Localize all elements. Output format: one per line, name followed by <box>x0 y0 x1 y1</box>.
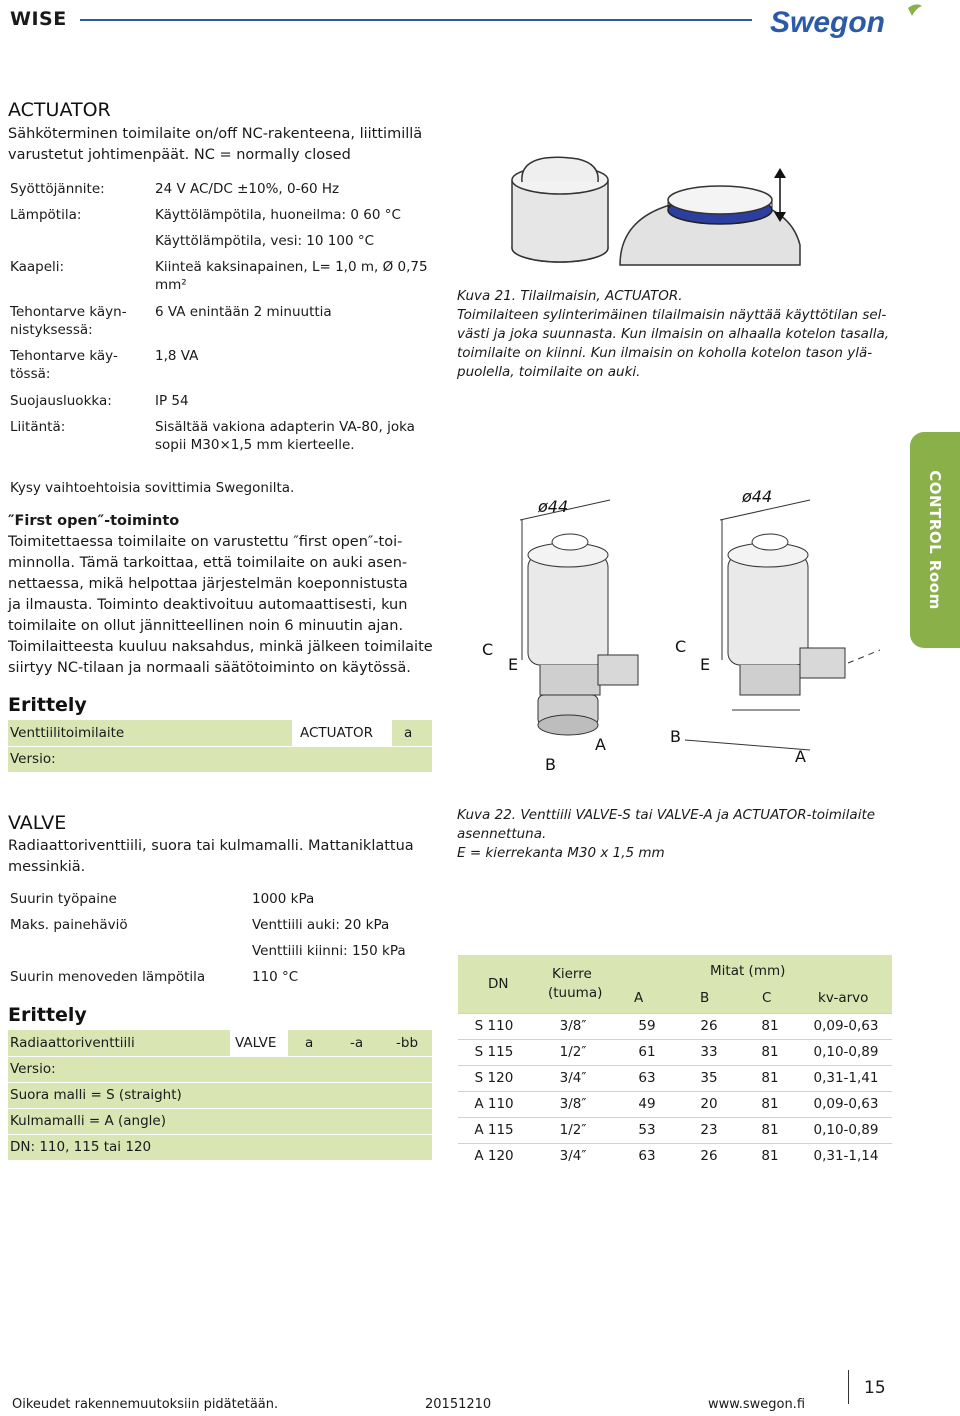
first-open-line: nettaessa, mikä helpottaa järjestelmän koeponnistusta <box>8 576 408 592</box>
actuator-erittely-code: ACTUATOR <box>300 725 373 741</box>
valve-erittely-code: VALVE <box>235 1035 277 1051</box>
dim-table-cell: 0,09-0,63 <box>813 1096 879 1112</box>
swegon-logo-text: Swegon <box>770 6 886 38</box>
dia-label-2: ø44 <box>742 487 773 506</box>
dim-table-cell: 0,31-1,14 <box>813 1148 879 1164</box>
valve-spec-value: Venttiili kiinni: 150 kPa <box>252 943 406 959</box>
dim-table-cell: A 110 <box>474 1096 514 1112</box>
spec-label: Liitäntä: <box>10 419 66 435</box>
dim-table-cell: 53 <box>638 1122 656 1138</box>
spec-label: Kaapeli: <box>10 259 65 275</box>
valve-spec-value: Venttiili auki: 20 kPa <box>252 917 390 933</box>
dim-table-cell: 26 <box>700 1148 718 1164</box>
actuator-erittely-heading: Erittely <box>8 694 87 716</box>
dim-table-cell: 0,10-0,89 <box>813 1044 879 1060</box>
dim-h-mitat: Mitat (mm) <box>710 963 786 979</box>
dim-table-cell: 23 <box>700 1122 718 1138</box>
valve-erittely-straight: Suora malli = S (straight) <box>10 1087 182 1103</box>
dim-h-b: B <box>700 990 710 1006</box>
dim-row-divider <box>458 1065 892 1066</box>
dim-table-cell: 0,10-0,89 <box>813 1122 879 1138</box>
actuator-erittely-versio: Versio: <box>10 751 56 767</box>
dim-row-divider <box>458 1091 892 1092</box>
spec-label-cont: tössä: <box>10 366 51 382</box>
valve-erittely-angle: Kulmamalli = A (angle) <box>10 1113 166 1129</box>
footer-rights: Oikeudet rakennemuutoksiin pidätetään. <box>12 1397 279 1412</box>
fig22-caption-line: Kuva 22. Venttiili VALVE-S tai VALVE-A ja ACTUATOR-toimilaite <box>457 807 876 823</box>
valve-intro-2: messinkiä. <box>8 859 86 875</box>
dim-table-cell: 35 <box>700 1070 718 1086</box>
e-label-left: E <box>508 655 519 674</box>
dim-table-cell: 61 <box>638 1044 656 1060</box>
valve-erittely-label: Radiaattoriventtiili <box>10 1035 135 1051</box>
spec-value: Käyttölämpötila, vesi: 10 100 °C <box>155 233 374 249</box>
dim-table-cell: 81 <box>761 1070 779 1086</box>
first-open-line: toimilaite on ollut jännitteellinen noin 6 minuutin ajan. <box>8 618 404 634</box>
section-side-tab <box>910 432 960 648</box>
dim-table-cell: 3/8″ <box>559 1096 587 1112</box>
dim-table-cell: 0,31-1,41 <box>813 1070 879 1086</box>
fig22-caption-line: asennettuna. <box>457 826 547 842</box>
dim-h-a: A <box>634 990 644 1006</box>
valve-actuator-illustration <box>470 480 890 780</box>
valve-erittely-a: a <box>305 1035 314 1051</box>
dim-table-cell: 49 <box>638 1096 656 1112</box>
dim-table-cell: 63 <box>638 1148 656 1164</box>
b-label-right: B <box>670 727 681 746</box>
header-rule <box>80 19 752 21</box>
valve-spec-label: Maks. painehäviö <box>10 917 128 933</box>
dim-table-cell: 81 <box>761 1044 779 1060</box>
valve-spec-label: Suurin menoveden lämpötila <box>10 969 206 985</box>
dim-h-kierre-2: (tuuma) <box>548 985 603 1001</box>
spec-label: Lämpötila: <box>10 207 82 223</box>
spec-label: Tehontarve käyn- <box>10 304 127 320</box>
first-open-line: Toimitettaessa toimilaite on varustettu ″first open″-toi- <box>8 534 403 550</box>
dim-table-cell: 0,09-0,63 <box>813 1018 879 1034</box>
valve-erittely-c: -bb <box>396 1035 419 1051</box>
divider <box>8 746 432 747</box>
valve-erittely-b: -a <box>350 1035 364 1051</box>
dim-row-divider <box>458 1039 892 1040</box>
divider <box>8 1082 432 1083</box>
c-label-left: C <box>482 640 494 659</box>
valve-intro-1: Radiaattoriventtiili, suora tai kulmamalli. Mattaniklattua <box>8 838 414 854</box>
spec-value: 6 VA enintään 2 minuuttia <box>155 304 332 320</box>
dim-h-kv: kv-arvo <box>818 990 869 1006</box>
dim-row-divider <box>458 1143 892 1144</box>
dim-table-cell: 20 <box>700 1096 718 1112</box>
actuator-intro-1: Sähköterminen toimilaite on/off NC-rakenteena, liittimillä <box>8 126 423 142</box>
actuator-indicator-illustration <box>500 150 830 270</box>
dim-table-cell: 1/2″ <box>559 1122 587 1138</box>
c-label-right: C <box>675 637 687 656</box>
page-header-title: WISE <box>10 8 67 30</box>
a-label-right: A <box>795 747 806 766</box>
side-tab-label: CONTROL Room <box>926 470 944 610</box>
fig21-caption-line: västi ja joka suunnasta. Kun ilmaisin on alhaalla kotelon tasalla, <box>457 326 890 342</box>
divider <box>8 1134 432 1135</box>
dim-table-cell: 59 <box>638 1018 656 1034</box>
dim-table-cell: S 110 <box>474 1018 514 1034</box>
spec-value-cont: mm² <box>155 277 187 293</box>
valve-erittely-dn: DN: 110, 115 tai 120 <box>10 1139 152 1155</box>
alt-adapters-note: Kysy vaihtoehtoisia sovittimia Swegonilta. <box>10 480 295 496</box>
dim-table-cell: 1/2″ <box>559 1044 587 1060</box>
fig21-caption-line: toimilaite on kiinni. Kun ilmaisin on koholla kotelon tason ylä- <box>457 345 873 361</box>
spec-label: Tehontarve käy- <box>10 348 118 364</box>
first-open-line: minnolla. Tämä tarkoittaa, että toimilaite on auki asen- <box>8 555 408 571</box>
dim-row-divider <box>458 1117 892 1118</box>
fig22-caption-line: E = kierrekanta M30 x 1,5 mm <box>457 845 665 861</box>
footer-date: 20151210 <box>425 1397 492 1412</box>
spec-value: Käyttölämpötila, huoneilma: 0 60 °C <box>155 207 401 223</box>
spec-value: 24 V AC/DC ±10%, 0-60 Hz <box>155 181 340 197</box>
dim-table-cell: 81 <box>761 1096 779 1112</box>
spec-value: IP 54 <box>155 393 189 409</box>
dim-table-cell: 26 <box>700 1018 718 1034</box>
valve-heading: VALVE <box>8 812 67 834</box>
e-label-right: E <box>700 655 711 674</box>
actuator-intro-2: varustetut johtimenpäät. NC = normally closed <box>8 147 351 163</box>
spec-value: Kiinteä kaksinapainen, L= 1,0 m, Ø 0,75 <box>155 259 428 275</box>
dim-table-cell: 81 <box>761 1018 779 1034</box>
fig21-caption-line: Kuva 21. Tilailmaisin, ACTUATOR. <box>457 288 683 304</box>
spec-label: Syöttöjännite: <box>10 181 105 197</box>
first-open-heading: ″First open″-toiminto <box>8 513 180 529</box>
dim-table-cell: 81 <box>761 1148 779 1164</box>
spec-label: Suojausluokka: <box>10 393 112 409</box>
spec-label-cont: nistyksessä: <box>10 322 93 338</box>
dim-table-cell: 33 <box>700 1044 718 1060</box>
valve-erittely-versio: Versio: <box>10 1061 56 1077</box>
spec-value-cont: sopii M30×1,5 mm kierteelle. <box>155 437 355 453</box>
swegon-logo <box>770 2 930 38</box>
dim-h-c: C <box>762 990 772 1006</box>
dim-table-cell: A 120 <box>474 1148 514 1164</box>
dim-table-cell: 3/4″ <box>559 1070 587 1086</box>
dim-table-cell: A 115 <box>474 1122 514 1138</box>
dia-label-1: ø44 <box>538 497 569 516</box>
actuator-erittely-label: Venttiilitoimilaite <box>10 725 125 741</box>
dim-table-cell: 63 <box>638 1070 656 1086</box>
first-open-line: ja ilmausta. Toiminto deaktivoituu automaattisesti, kun <box>8 597 408 613</box>
dim-table-cell: 81 <box>761 1122 779 1138</box>
dim-table-cell: S 115 <box>474 1044 514 1060</box>
spec-value: Sisältää vakiona adapterin VA-80, joka <box>155 419 415 435</box>
page-number: 15 <box>864 1378 886 1398</box>
a-label-left: A <box>595 735 606 754</box>
footer-url: www.swegon.fi <box>708 1397 806 1412</box>
fig21-caption-line: Toimilaiteen sylinterimäinen tilailmaisin näyttää käyttötilan sel- <box>457 307 887 323</box>
valve-spec-value: 1000 kPa <box>252 891 315 907</box>
actuator-erittely-var: a <box>404 725 413 741</box>
first-open-line: Toimilaitteesta kuuluu naksahdus, minkä jälkeen toimilaite <box>8 639 433 655</box>
dim-table-cell: S 120 <box>474 1070 514 1086</box>
divider <box>8 1108 432 1109</box>
dim-h-kierre: Kierre <box>552 966 592 982</box>
divider <box>8 1056 432 1057</box>
actuator-heading: ACTUATOR <box>8 99 111 121</box>
fig21-caption-line: puolella, toimilaite on auki. <box>457 364 641 380</box>
b-label-left: B <box>545 755 556 774</box>
dim-table-cell: 3/4″ <box>559 1148 587 1164</box>
spec-value: 1,8 VA <box>155 348 199 364</box>
dim-row-divider <box>458 1013 892 1014</box>
dim-h-dn: DN <box>488 976 509 992</box>
valve-erittely-heading: Erittely <box>8 1004 87 1026</box>
dim-table-cell: 3/8″ <box>559 1018 587 1034</box>
valve-spec-label: Suurin työpaine <box>10 891 117 907</box>
footer-vertical-rule <box>848 1370 849 1404</box>
first-open-line: siirtyy NC-tilaan ja normaali säätötoiminto on käytössä. <box>8 660 411 676</box>
valve-spec-value: 110 °C <box>252 969 299 985</box>
